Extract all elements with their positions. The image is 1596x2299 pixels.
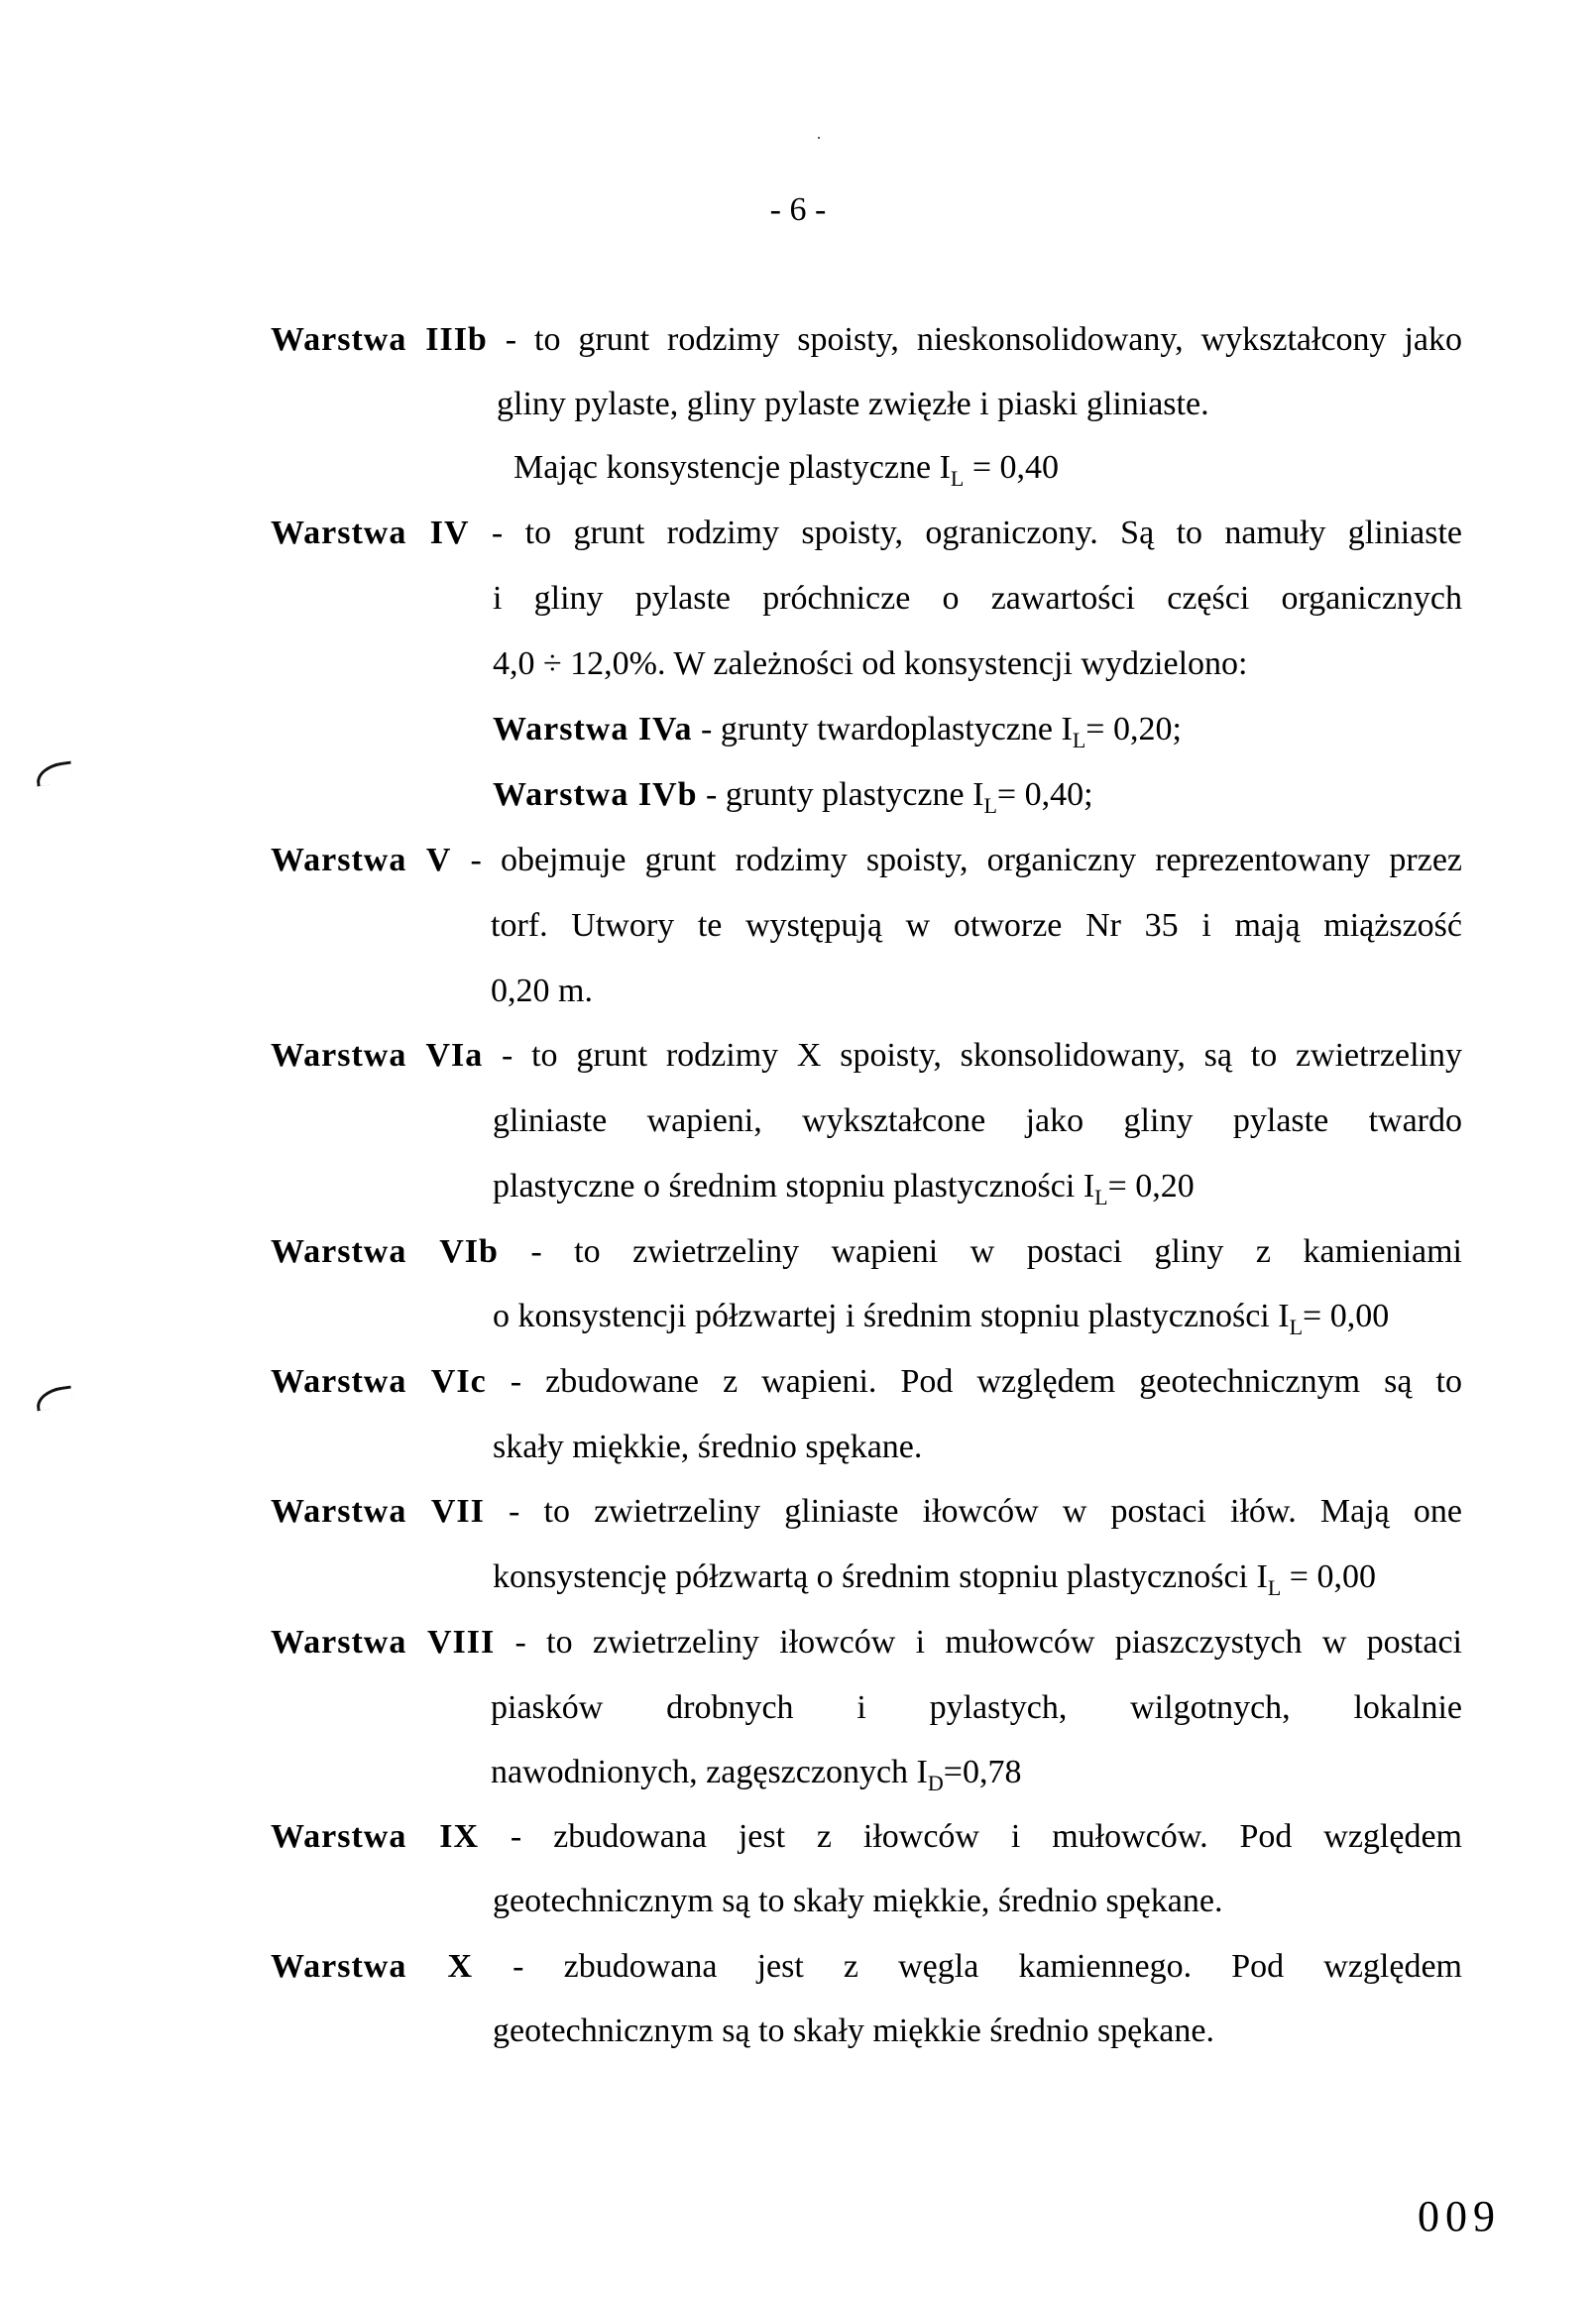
entry-line: plastyczne o średnim stopniu plastyczności $I_L= 0,20$ <box>493 1168 1195 1209</box>
entry-line: piasków drobnych i pylastych, wilgotnych, lokalnie <box>491 1689 1462 1726</box>
entry-text: - zbudowana jest z węgla kamiennego. Pod względem <box>513 1948 1462 1985</box>
entry-text: - to zwietrzeliny wapieni w postaci gliny z kamieniami <box>530 1233 1462 1270</box>
entry-text: - to grunt rodzimy spoisty, ograniczony. Są to namuły gliniaste <box>491 515 1463 551</box>
entry-text: - to grunt rodzimy X spoisty, skonsolidowany, są to zwietrzeliny <box>483 1037 1462 1074</box>
entry-line: nawodnionych, zagęszczonych $I_D=0,78$ <box>491 1754 1022 1795</box>
entry-label: Warstwa VIc <box>271 1363 487 1400</box>
sub-entry-ivb: Warstwa IVb - grunty plastyczne $I_L= 0,40$; <box>493 776 1093 818</box>
entry-text: - zbudowana jest z iłowców i mułowców. Pod względem <box>510 1818 1462 1855</box>
entry-text: - zbudowane z wapieni. Pod względem geotechnicznym są to <box>510 1363 1462 1400</box>
entry-label: Warstwa VIa <box>271 1037 484 1074</box>
entry-line: geotechnicznym są to skały miękkie średnio spękane. <box>493 2012 1214 2049</box>
entry-text: - obejmuje grunt rodzimy spoisty, organiczny reprezentowany przez <box>451 842 1463 878</box>
entry-line: i gliny pylaste próchnicze o zawartości części organicznych <box>493 580 1462 617</box>
scan-mark-2 <box>35 1386 74 1412</box>
entry-first-line <box>271 1623 1462 1663</box>
entry-label: Warstwa VIII <box>271 1624 496 1661</box>
entry-first-line <box>271 514 1462 553</box>
entry-first-line <box>271 1036 1462 1076</box>
entry-label: Warstwa VIb <box>271 1233 499 1270</box>
entry-first-line <box>271 1232 1462 1272</box>
entry-label: Warstwa IIIb <box>271 321 488 358</box>
scan-mark-1 <box>35 761 74 787</box>
entry-line: 0,20 m. <box>491 973 593 1009</box>
page-number: - 6 - <box>769 191 827 228</box>
entry-first-line <box>271 1362 1462 1402</box>
entry-label: Warstwa V <box>271 842 452 878</box>
entry-first-line <box>271 1947 1462 1987</box>
entry-line: 4,0 ÷ 12,0%. W zależności od konsystencji wydzielono: <box>493 645 1248 682</box>
entry-line: gliniaste wapieni, wykształcone jako gliny pylaste twardo <box>493 1102 1462 1139</box>
entry-label: Warstwa IX <box>271 1818 479 1855</box>
scan-dot <box>818 137 820 139</box>
entry-line: skały miękkie, średnio spękane. <box>493 1429 923 1465</box>
entry-first-line <box>271 841 1462 880</box>
entry-text: - to grunt rodzimy spoisty, nieskonsolidowany, wykształcony jako <box>505 321 1462 358</box>
sub-entry-iva: Warstwa IVa - grunty twardoplastyczne $I_L= 0,20$; <box>493 711 1182 752</box>
entry-first-line <box>271 1817 1462 1857</box>
entry-text: - to zwietrzeliny gliniaste iłowców w postaci iłów. Mają one <box>509 1493 1462 1530</box>
entry-first-line <box>271 1492 1462 1532</box>
entry-line: geotechnicznym są to skały miękkie, średnio spękane. <box>493 1883 1223 1919</box>
footer-code: 009 <box>1418 2192 1501 2241</box>
entry-label: Warstwa VII <box>271 1493 485 1530</box>
entry-label: Warstwa X <box>271 1948 474 1985</box>
entry-first-line <box>271 320 1462 360</box>
entry-text: - to zwietrzeliny iłowców i mułowców piaszczystych w postaci <box>495 1624 1462 1661</box>
entry-line: Mając konsystencje plastyczne $I_L = 0,40$ <box>513 449 1060 491</box>
entry-label: Warstwa IV <box>271 515 470 551</box>
entry-line: konsystencję półzwartą o średnim stopniu plastyczności $I_L = 0,00$ <box>493 1558 1376 1600</box>
entry-line: gliny pylaste, gliny pylaste zwięzłe i piaski gliniaste. <box>497 386 1209 422</box>
entry-line: o konsystencji półzwartej i średnim stopniu plastyczności $I_L= 0,00$ <box>493 1298 1390 1339</box>
entry-line: torf. Utwory te występują w otworze Nr 35 i mają miąższość <box>491 907 1462 944</box>
